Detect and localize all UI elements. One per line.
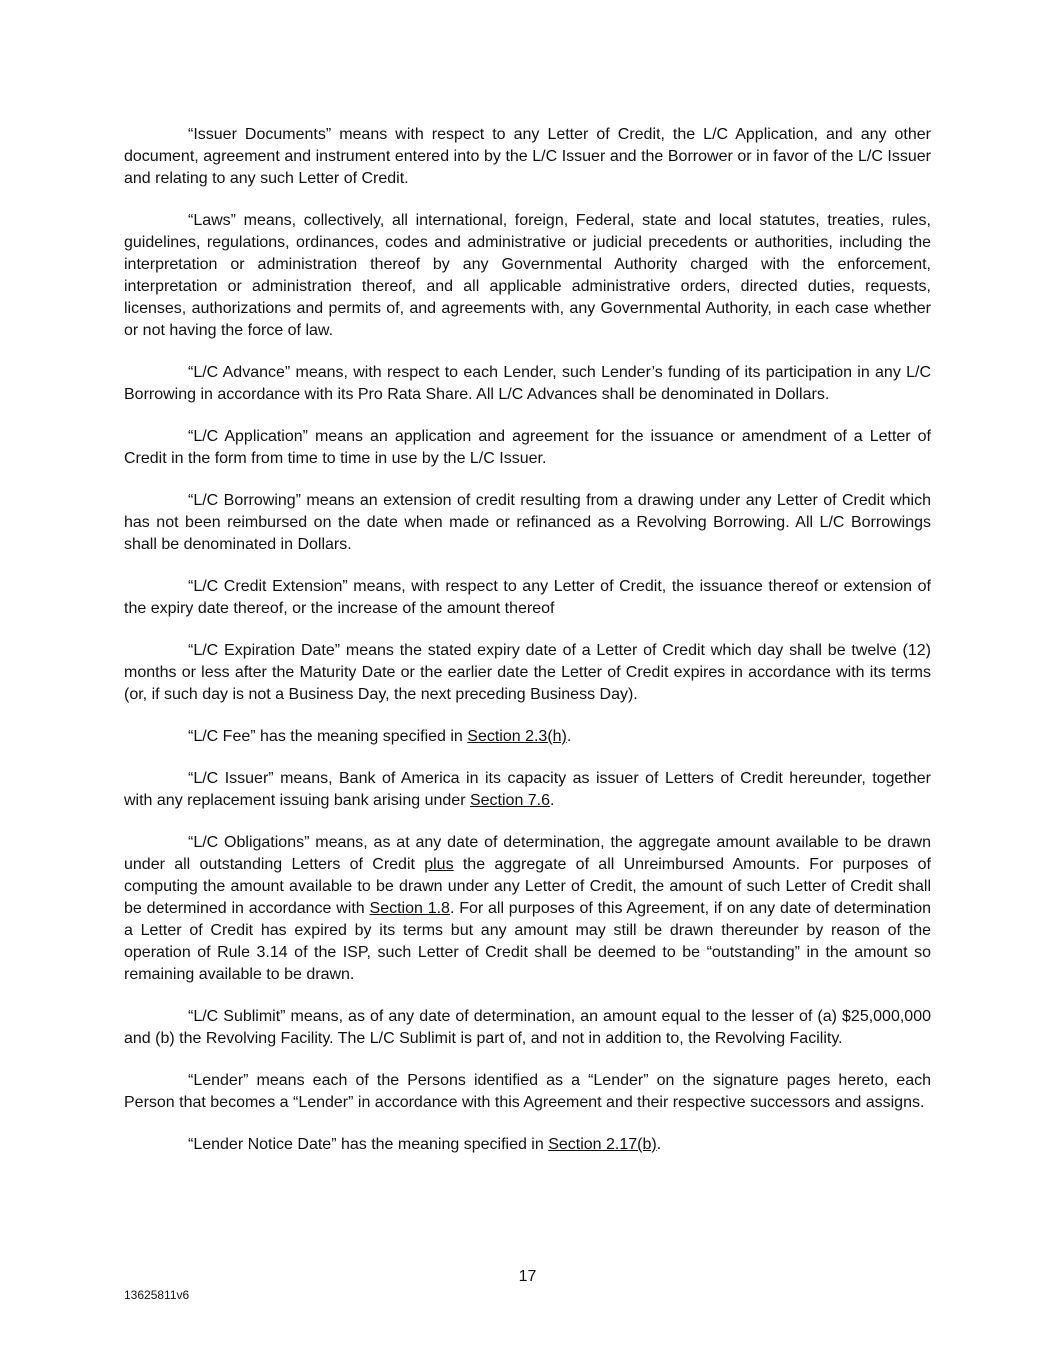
emphasis-plus: plus bbox=[424, 856, 454, 873]
definition-text: “Lender” means each of the Persons identified as a “Lender” on the signature pages hereto, each Person that becomes a “Lender” in accordance with this Agreement and their respective successors and assigns. bbox=[124, 1072, 931, 1111]
definition-text: the aggregate of all Unreimbursed Amounts. For purposes of computing the amount available to be drawn under any Letter of Credit, the amount of such Letter of Credit shall be determined in accordance with bbox=[124, 856, 932, 917]
definition-lc-expiration-date bbox=[124, 640, 931, 706]
definition-text: . bbox=[550, 792, 555, 809]
definition-text: “L/C Advance” means, with respect to each Lender, such Lender’s funding of its participation in any L/C Borrowing in accordance with its Pro Rata Share. All L/C Advances shall be denominated in Dollars. bbox=[124, 364, 931, 403]
definition-lender-notice-date bbox=[124, 1134, 931, 1156]
definition-text: “L/C Borrowing” means an extension of credit resulting from a drawing under any Letter of Credit which has not been reimbursed on the date when made or refinanced as a Revolving Borrowing. All L/C Borrowings shall be denominated in Dollars. bbox=[124, 492, 931, 553]
definition-lc-fee bbox=[124, 726, 931, 748]
definition-text: “L/C Issuer” means, Bank of America in its capacity as issuer of Letters of Credit hereunder, together with any replacement issuing bank arising under bbox=[124, 770, 931, 809]
definition-text: . For all purposes of this Agreement, if on any date of determination a Letter of Credit has expired by its terms but any amount may still be drawn thereunder by reason of the operation of Rule 3.14 of the ISP, such Letter of Credit shall be deemed to be “outstanding” in the amount so remaining available to be drawn. bbox=[124, 900, 931, 983]
definition-text: “L/C Sublimit” means, as of any date of determination, an amount equal to the lesser of (a) $25,000,000 and (b) the Revolving Facility. The L/C Sublimit is part of, and not in addition to, the Revolving Facility. bbox=[124, 1008, 931, 1047]
section-reference: Section 1.8 bbox=[369, 900, 450, 917]
definition-text: “L/C Fee” has the meaning specified in bbox=[188, 728, 468, 745]
definition-lc-sublimit bbox=[124, 1006, 931, 1050]
definition-lc-advance bbox=[124, 362, 931, 406]
section-reference: Section 7.6 bbox=[469, 792, 551, 809]
definition-lc-borrowing bbox=[124, 490, 931, 556]
definition-text: “Laws” means, collectively, all international, foreign, Federal, state and local statutes, treaties, rules, guidelines, regulations, ordinances, codes and administrative or judicial precedents or authorities, including the interpretation or administration thereof by any Governmental Authority charged with the enforcement, interpretation or administration thereof, and all applicable administrative orders, directed duties, requests, licenses, authorizations and permits of, and agreements with, any Governmental Authority, in each case whether or not having the force of law. bbox=[124, 212, 931, 339]
definition-lc-credit-extension bbox=[124, 576, 931, 620]
definition-text: “L/C Expiration Date” means the stated expiry date of a Letter of Credit which day shall be twelve (12) months or less after the Maturity Date or the earlier date the Letter of Credit expires in accordance with its terms (or, if such day is not a Business Day, the next preceding Business Day). bbox=[124, 642, 931, 703]
definition-text: “L/C Credit Extension” means, with respect to any Letter of Credit, the issuance thereof or extension of the expiry date thereof, or the increase of the amount thereof bbox=[124, 578, 931, 617]
section-reference: Section 2.3(h) bbox=[467, 728, 567, 745]
definition-lc-issuer bbox=[124, 768, 931, 812]
document-id: 13625811v6 bbox=[124, 1288, 190, 1302]
definition-lc-application bbox=[124, 426, 931, 470]
definition-text: “L/C Obligations” means, as at any date of determination, the aggregate amount available to be drawn under all outstanding Letters of Credit bbox=[124, 834, 931, 873]
definition-laws bbox=[124, 210, 931, 342]
definition-lender bbox=[124, 1070, 931, 1114]
section-reference: Section 2.17(b) bbox=[548, 1136, 657, 1153]
document-body bbox=[124, 124, 931, 1176]
definition-issuer-documents bbox=[124, 124, 931, 190]
page-number: 17 bbox=[518, 1268, 537, 1285]
definition-text: “L/C Application” means an application and agreement for the issuance or amendment of a Letter of Credit in the form from time to time in use by the L/C Issuer. bbox=[124, 428, 931, 467]
definition-text: “Issuer Documents” means with respect to any Letter of Credit, the L/C Application, and any other document, agreement and instrument entered into by the L/C Issuer and the Borrower or in favor of the L/C Issuer and relating to any such Letter of Credit. bbox=[124, 126, 931, 187]
definition-lc-obligations bbox=[124, 832, 931, 986]
definition-text: . bbox=[656, 1136, 662, 1153]
definition-text: “Lender Notice Date” has the meaning specified in bbox=[188, 1136, 549, 1153]
definition-text: . bbox=[566, 728, 572, 745]
